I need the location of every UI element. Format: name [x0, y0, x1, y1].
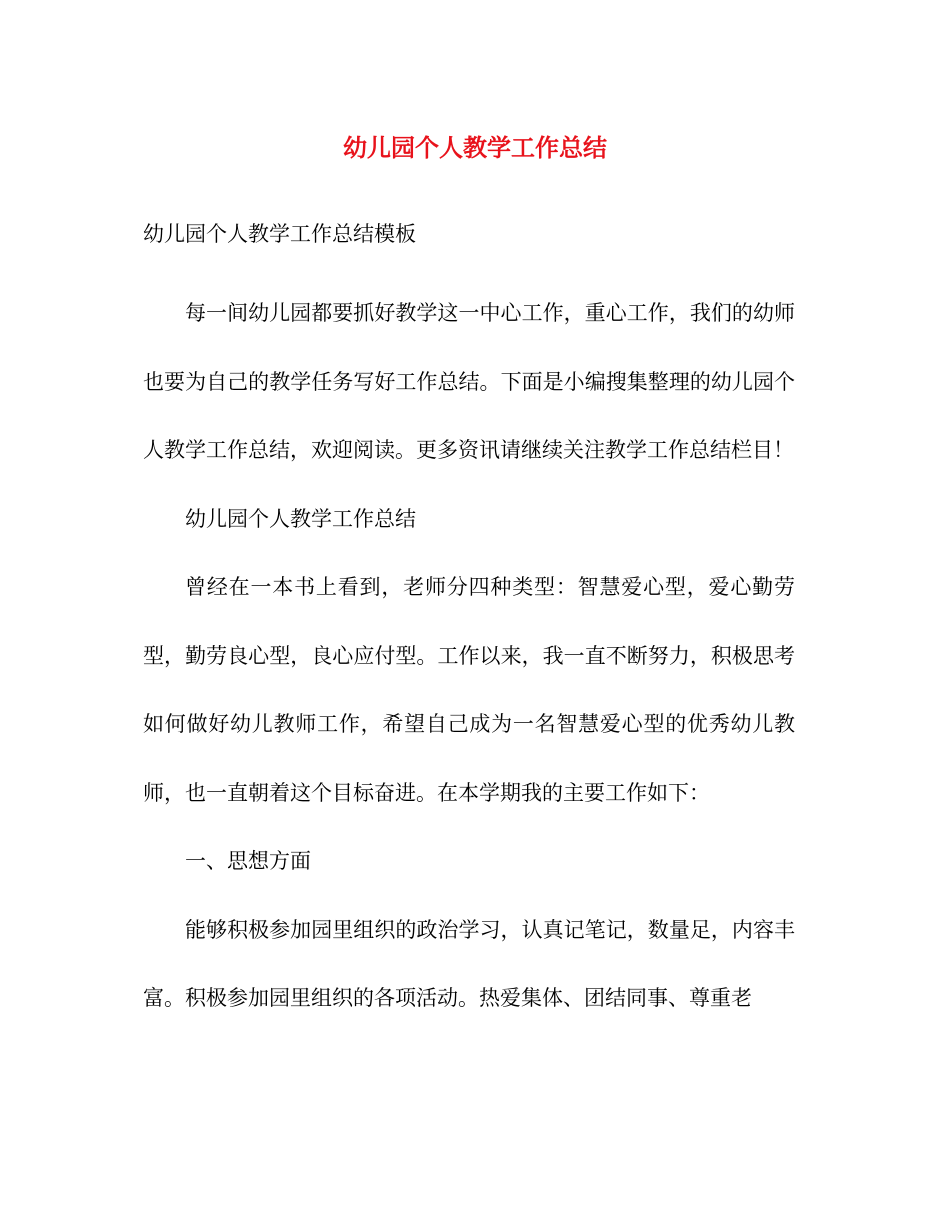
- document-subtitle: 幼儿园个人教学工作总结模板: [143, 222, 416, 246]
- document-body: [143, 279, 795, 1033]
- paragraph-intro: 每一间幼儿园都要抓好教学这一中心工作，重心工作，我们的幼师也要为自己的教学任务写好工作总结。下面是小编搜集整理的幼儿园个人教学工作总结，欢迎阅读。更多资讯请继续关注教学工作总结栏目！: [143, 301, 795, 462]
- paragraph-thought: 能够积极参加园里组织的政治学习，认真记笔记，数量足，内容丰富。积极参加园里组织的各项活动。热爱集体、团结同事、尊重老: [143, 917, 795, 1010]
- paragraph-heading: 幼儿园个人教学工作总结: [185, 506, 416, 531]
- section-heading-thought: 一、思想方面: [185, 849, 311, 873]
- paragraph-teacher-types: 曾经在一本书上看到，老师分四种类型：智慧爱心型，爱心勤劳型，勤劳良心型，良心应付型。工作以来，我一直不断努力，积极思考如何做好幼儿教师工作，希望自己成为一名智慧爱心型的优秀幼儿教师，也一直朝着这个目标奋进。在本学期我的主要工作如下：: [143, 575, 795, 805]
- document-title: 幼儿园个人教学工作总结: [343, 133, 607, 162]
